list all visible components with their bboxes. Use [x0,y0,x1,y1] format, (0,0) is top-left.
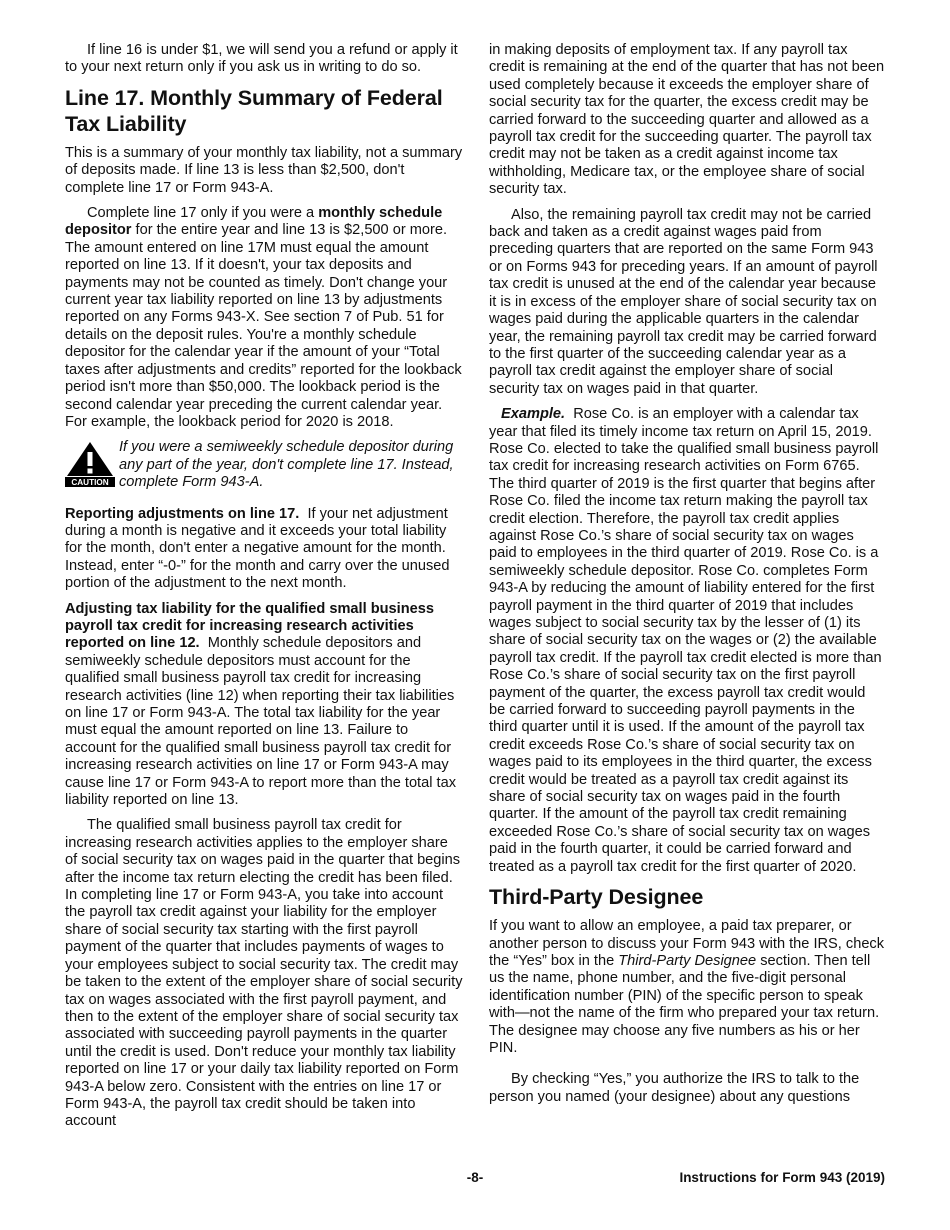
adjusting-credit-paragraph [65,601,463,810]
caution-text: If you were a semiweekly schedule depositor during any part of the year, don't complete line 17. Instead, complete Form 943-A. [119,439,454,491]
tpd-text-a: If you want to allow an employee, a paid tax preparer, or another person to discuss your Form 943 with the IRS, check the “Yes” box in the [489,918,885,969]
caution-icon [65,441,115,487]
line17-heading: Line 17. Monthly Summary of Federal Tax Liability [65,85,443,136]
remaining-credit-paragraph: Also, the remaining payroll tax credit may not be carried back and taken as a credit against wages paid from preceding quarters that are reported on the same Form 943 or on Forms 943 for preceding years. If an amount of payroll tax credit is unused at the end of the calendar year because it is in excess of the employer share of social security tax on wages paid during the applicable quarters in the calendar year, the remaining payroll tax credit may be carried forward to the first quarter of the succeeding calendar year as a payroll tax credit against the employer share of social security tax on wages paid in that quarter. [489,206,878,397]
example-paragraph [489,406,885,876]
reporting-adjustments-text: If your net adjustment during a month is negative and it exceeds your total liability for the month, don't enter a negative amount for the month. Instead, enter “-0-” for the month and carry over the unused portion of the adjustment to the next month. [65,505,450,592]
left-column [65,42,463,1139]
monthly-schedule-depositor-term: monthly schedule depositor [65,205,443,239]
third-party-designee-paragraph [489,918,885,1057]
refund-paragraph: If line 16 is under $1, we will send you a refund or apply it to your next return only if you ask us in writing to do so. [65,42,458,76]
example-text: Rose Co. is an employer with a calendar tax year that filed its timely income tax return on April 15, 2019. Rose Co. elected to take the qualified small business payroll tax credit for increasing research activities on Form 6765. The third quarter of 2019 is the first quarter that begins after Rose Co. filed the income tax return making the payroll tax credit election. Therefore, the payroll tax credit applies against Rose Co.’s share of social security tax on wages paid to employees in the third quarter of 2019. Rose Co. is a semiweekly schedule depositor. Rose Co. completes Form 943-A by reducing the amount of liability entered for the first payroll payment in the third quarter of 2019 that includes wages subject to social security tax by the lesser of (1) its share of social security tax on the wages or (2) the available payroll tax credit. If the payroll tax credit elected is more than Rose Co.’s share of social security tax on the first payroll payment of the quarter, the excess payroll tax credit would be carried forward to succeeding payroll payments in the third quarter until it is used. If the amount of the payroll tax credit exceeds Rose Co.’s share of social security tax on wages paid to its employees in the third quarter, the excess credit would be treated as a payroll tax credit against its share of social security tax on wages paid in the fourth quarter. If the amount of the payroll tax credit remaining exceeded Rose Co.’s share of social security tax on wages paid in the fourth quarter, it could be carried forward and treated as a payroll tax credit for the first quarter of 2020. [489,406,882,875]
caution-label: CAUTION [71,478,109,488]
page-number: -8- [466,1170,484,1185]
complete-text-b: for the entire year and line 13 is $2,500 or more. The amount entered on line 17M must equal the amount reported on line 13. If it doesn't, your tax deposits and payments may not be counted as timely. Don't change your current year tax liability reported on line 13 by adjustments reported on any Forms 943-X. See section 7 of Pub. 51 for details on the deposit rules. You're a monthly schedule depositor for the calendar year if the amount of your “Total taxes after adjustments and credits” reported for the lookback period isn't more than $50,000. The lookback period is the second calendar year preceding the current calendar year. For example, the lookback period for 2020 is 2018. [65,222,462,430]
complete-line17-paragraph [65,205,463,431]
page-footer [65,1170,885,1188]
complete-text-a: Complete line 17 only if you were a [87,205,319,222]
caution-note [65,439,463,491]
document-title: Instructions for Form 943 (2019) [679,1170,885,1185]
example-label: Example. [501,406,566,423]
continued-paragraph: in making deposits of employment tax. If any payroll tax credit is remaining at the end of the quarter that has not been used completely because it exceeds the employer share of social security tax for the quarter, the excess credit may be carried forward to the succeeding quarter and allowed as a payroll tax credit for the succeeding quarter. The payroll tax credit may not be taken as a credit against income tax withholding, Medicare tax, or the employee share of social security tax. [489,42,885,198]
reporting-adjustments-paragraph [65,506,463,593]
right-column [489,42,885,1114]
checking-yes-paragraph: By checking “Yes,” you authorize the IRS to talk to the person you named (your designee) about any questions [489,1071,860,1105]
qualified-credit-paragraph: The qualified small business payroll tax credit for increasing research activities applies to the employer share of social security tax on wages paid in the quarter that begins after the income tax return electing the credit has been filed. In completing line 17 or Form 943-A, you take into account the payroll tax credit against your liability for the employer share of social security tax starting with the first payroll payment of the quarter that includes payments of wages to your employees subject to social security tax. The credit may be taken to the extent of the employer share of social security tax on wages associated with the first payroll payment, and then to the extent of the employer share of social security tax associated with succeeding payroll payments in the quarter until the credit is used. Don't reduce your monthly tax liability reported on line 17 or your daily tax liability reported on Form 943-A below zero. Consistent with the entries on line 17 or Form 943-A, the payroll tax credit should be taken into account [65,817,463,1130]
adjusting-credit-heading: Adjusting tax liability for the qualified small business payroll tax credit for increasing research activities reported on line 12. [65,600,434,652]
adjusting-credit-text: Monthly schedule depositors and semiweekly schedule depositors must account for the qualified small business payroll tax credit for increasing research activities (line 12) when reporting their tax liabilities on line 17 or Form 943-A. The total tax liability for the year must equal the amount reported on line 13. Failure to account for the qualified small business payroll tax credit for increasing research activities on line 17 or Form 943-A may cause line 17 or Form 943-A to report more than the total tax liability reported on line 13. [65,635,456,809]
tpd-section-name: Third-Party Designee [618,952,757,969]
tpd-text-b: section. Then tell us the name, phone number, and the five-digit personal identification number (PIN) of the specific person to speak with—not the name of the firm who prepared your tax return. The designee may choose any five numbers as his or her PIN. [489,952,880,1056]
summary-paragraph: This is a summary of your monthly tax liability, not a summary of deposits made. If line 13 is less than $2,500, don't complete line 17 or Form 943-A. [65,144,463,196]
third-party-designee-heading: Third-Party Designee [489,885,704,910]
reporting-adjustments-heading: Reporting adjustments on line 17. [65,505,300,522]
